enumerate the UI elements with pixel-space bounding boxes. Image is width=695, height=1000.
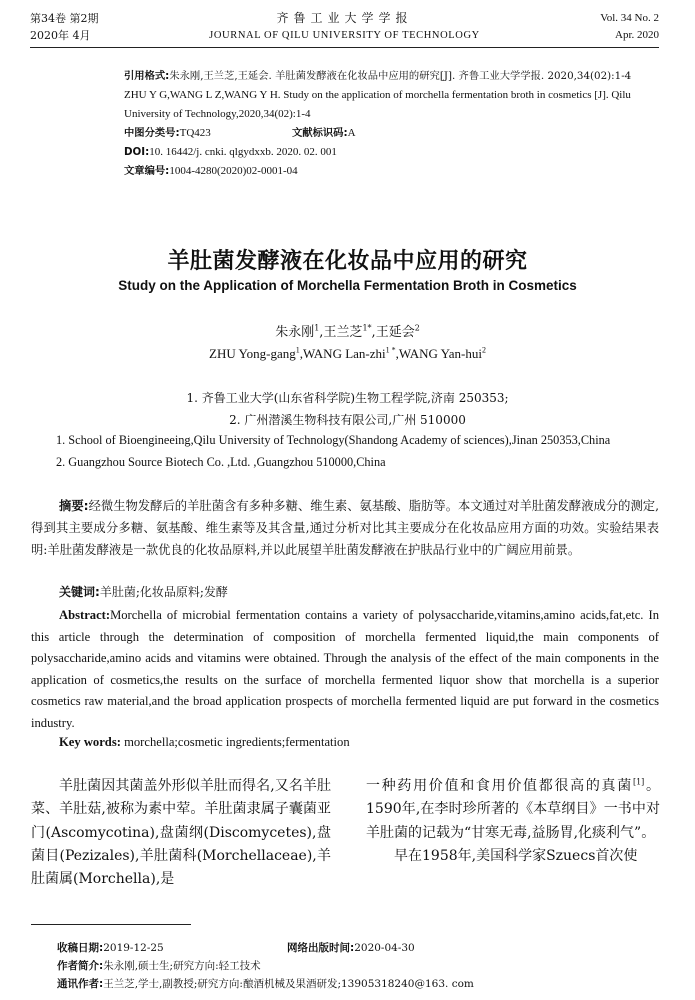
doi-label: DOI: bbox=[124, 146, 150, 158]
affiliation-en: 1. School of Bioengineeing,Qilu University of Technology(Shandong Academy of sciences),Jinan 250353,China bbox=[56, 433, 611, 447]
citation-block bbox=[124, 67, 659, 181]
footnote-rule bbox=[31, 924, 191, 925]
separator: , bbox=[371, 325, 376, 340]
title-en: Study on the Application of Morchella Fermentation Broth in Cosmetics bbox=[118, 278, 577, 293]
abstract-text-en: Morchella of microbial fermentation contains a variety of polysaccharide,vitamins,amino acids,fat,etc. In this article through the determination of composition of morchella fermented liquid,the main components of polysaccharide,amino acids and vitamins were obtained. Through the analysis of the effect of the main components in the application of cosmetics,the results on the surface of morchella fermented liquor show that morchella is a superior cosmetics raw material,and the broad application prospects of morchella fermented liquid are put forward in the cosmetics industry. bbox=[31, 608, 659, 730]
keywords-cn bbox=[59, 583, 228, 600]
author-name: WANG Yan-hui bbox=[398, 346, 482, 361]
keywords-text-cn: 羊肚菌;化妆品原料;发酵 bbox=[99, 585, 228, 599]
body-text: 一种药用价值和食用价值都很高的真菌 bbox=[366, 778, 633, 794]
volume-en: Vol. 34 No. 2 bbox=[600, 12, 659, 24]
separator: , bbox=[299, 346, 303, 361]
corresponding-label: 通讯作者: bbox=[57, 978, 104, 990]
doc-code-label: 文献标识码: bbox=[292, 127, 348, 139]
article-number-label: 文章编号: bbox=[124, 165, 170, 177]
separator: , bbox=[395, 346, 399, 361]
body-paragraph bbox=[366, 775, 660, 845]
citation-label: 引用格式: bbox=[124, 70, 170, 82]
footnote-author bbox=[57, 958, 261, 974]
author-name: WANG Lan-zhi bbox=[302, 346, 386, 361]
reference-mark[interactable]: [1] bbox=[632, 777, 645, 787]
journal-name bbox=[30, 10, 659, 44]
affiliation-mark: 1* bbox=[362, 323, 372, 333]
affiliation-mark: 1 bbox=[314, 323, 320, 333]
abstract-label-en: Abstract: bbox=[59, 608, 111, 622]
keywords-label-cn: 关键词: bbox=[59, 585, 100, 599]
citation-cn bbox=[124, 67, 659, 86]
separator: , bbox=[319, 325, 324, 340]
body-paragraph: 早在1958年,美国科学家Szuecs首次使 bbox=[394, 847, 638, 864]
received-label: 收稿日期: bbox=[57, 942, 104, 954]
date-cn: 2020年 4月 bbox=[30, 29, 91, 42]
citation-text-en: ZHU Y G,WANG L Z,WANG Y H. Study on the application of morchella fermentation broth in cosmetics [J]. Qilu University of Technology,2020,34(02):1-4 bbox=[124, 89, 631, 120]
issue-info-en bbox=[600, 10, 659, 44]
journal-name-cn: 齐鲁工业大学学报 bbox=[276, 11, 413, 25]
doi-value: 10. 16442/j. cnki. qlgydxxb. 2020. 02. 001 bbox=[149, 146, 337, 158]
affiliation-en: 2. Guangzhou Source Biotech Co. ,Ltd. ,Guangzhou 510000,China bbox=[56, 455, 386, 469]
clc-label: 中图分类号: bbox=[124, 127, 180, 139]
author-name: 朱永刚 bbox=[275, 325, 315, 340]
affiliation-mark: 2 bbox=[481, 345, 486, 355]
abstract-cn bbox=[31, 495, 659, 561]
doi-row bbox=[124, 143, 659, 162]
author-name: ZHU Yong-gang bbox=[209, 346, 296, 361]
clc-value: TQ423 bbox=[179, 127, 211, 139]
body-text: 。1590年,在李时珍所著的《本草纲目》一书中对羊肚菌的记载为“甘寒无毒,益肠胃,化痰利气”。 bbox=[366, 778, 660, 841]
date-en: Apr. 2020 bbox=[615, 29, 659, 41]
keywords-label-en: Key words: bbox=[59, 735, 121, 749]
abstract-label-cn: 摘要: bbox=[59, 499, 89, 513]
affiliation-mark: 1 * bbox=[385, 345, 396, 355]
author-bio-value: 朱永刚,硕士生;研究方向:轻工技术 bbox=[103, 960, 261, 972]
author-name: 王延会 bbox=[375, 325, 415, 340]
received-value: 2019-12-25 bbox=[103, 942, 164, 954]
keywords-text-en: morchella;cosmetic ingredients;fermentation bbox=[120, 735, 350, 749]
keywords-en bbox=[59, 735, 350, 750]
footnote-corresponding bbox=[57, 976, 474, 992]
volume-cn: 第34卷 第2期 bbox=[30, 12, 99, 25]
author-bio-label: 作者简介: bbox=[57, 960, 104, 972]
author-name: 王兰芝 bbox=[323, 325, 363, 340]
affiliation-cn: 2. 广州潜溪生物科技有限公司,广州 510000 bbox=[229, 413, 466, 427]
body-column-right bbox=[366, 775, 660, 868]
affiliation-cn: 1. 齐鲁工业大学(山东省科学院)生物工程学院,济南 250353; bbox=[186, 391, 509, 405]
running-header bbox=[30, 10, 659, 44]
authors-en bbox=[0, 346, 695, 362]
header-rule bbox=[30, 47, 659, 48]
citation-text-cn: 朱永刚,王兰芝,王延会. 羊肚菌发酵液在化妆品中应用的研究[J]. 齐鲁工业大学学报. 2020,34(02):1-4 bbox=[169, 70, 632, 82]
title-cn: 羊肚菌发酵液在化妆品中应用的研究 bbox=[167, 249, 528, 274]
body-column-left bbox=[31, 775, 331, 891]
article-number-row bbox=[124, 162, 659, 181]
online-label: 网络出版时间: bbox=[287, 942, 355, 954]
online-value: 2020-04-30 bbox=[354, 942, 415, 954]
journal-name-en: JOURNAL OF QILU UNIVERSITY OF TECHNOLOGY bbox=[209, 30, 480, 41]
abstract-text-cn: 经微生物发酵后的羊肚菌含有多种多糖、维生素、氨基酸、脂肪等。本文通过对羊肚菌发酵液成分的测定,得到其主要成分多糖、氨基酸、维生素等及其含量,通过分析对比其主要成分在化妆品应用方面的功效。实验结果表明:羊肚菌发酵液是一款优良的化妆品原料,并以此展望羊肚菌发酵液在护肤品行业中的广阔应用前景。 bbox=[31, 499, 659, 557]
abstract-en bbox=[31, 605, 659, 734]
affiliation-mark: 2 bbox=[414, 323, 420, 333]
corresponding-value: 王兰芝,学士,副教授;研究方向:酿酒机械及果酒研发;13905318240@163. com bbox=[103, 978, 474, 990]
doc-code-value: A bbox=[347, 127, 356, 139]
body-paragraph: 羊肚菌因其菌盖外形似羊肚而得名,又名羊肚菜、羊肚菇,被称为素中荤。羊肚菌隶属子囊菌亚门(Ascomycotina),盘菌纲(Discomycetes),盘菌目(Pezizales),羊肚菌科(Morchellaceae),羊肚菌属(Morchella),是 bbox=[31, 778, 331, 888]
affiliation-mark: 1 bbox=[295, 345, 300, 355]
article-number-value: 1004-4280(2020)02-0001-04 bbox=[169, 165, 298, 177]
footnote-dates bbox=[57, 940, 415, 956]
classification-row bbox=[124, 124, 659, 143]
authors-cn bbox=[0, 321, 695, 340]
